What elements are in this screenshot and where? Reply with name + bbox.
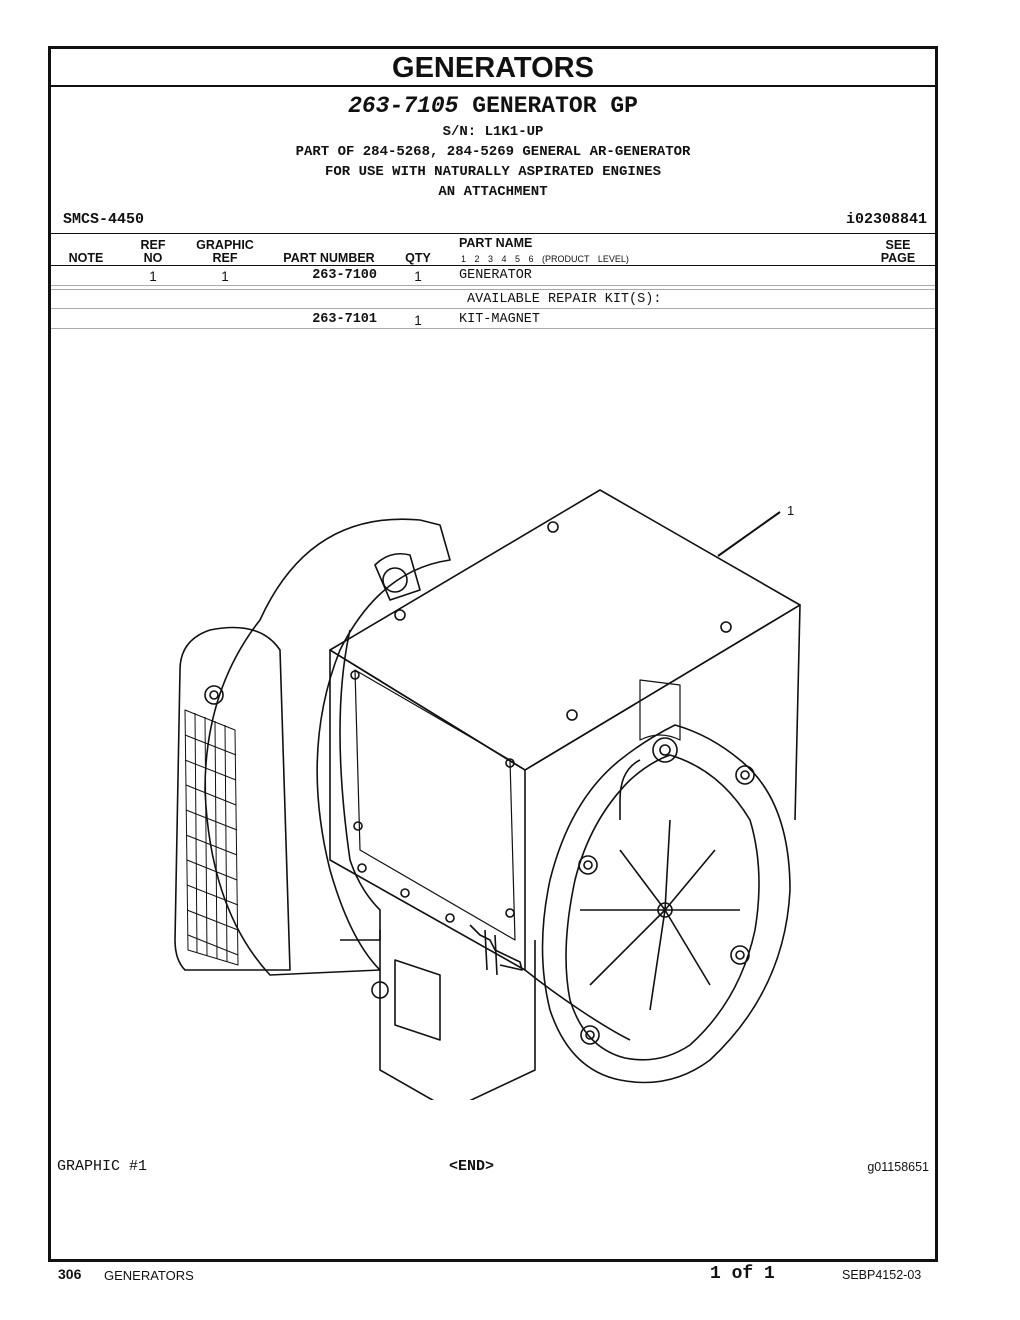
part-of-line: PART OF 284-5268, 284-5269 GENERAL AR-GENERATOR	[295, 144, 691, 160]
row1-qty: 1	[414, 269, 422, 284]
callout-leader	[718, 512, 780, 556]
page-of: 1 of 1	[710, 1264, 775, 1284]
group-number: 263-7105	[348, 93, 459, 119]
col-see-bottom: PAGE	[880, 251, 916, 265]
page-number: 306	[58, 1266, 82, 1282]
col-part-number: PART NUMBER	[283, 251, 375, 265]
graphic-label: GRAPHIC #1	[57, 1158, 148, 1175]
col-see-top: SEE	[885, 238, 911, 252]
col-ref-bottom: NO	[143, 251, 163, 265]
col-part-name: PART NAME	[459, 236, 533, 250]
row1-part-name: GENERATOR	[459, 268, 532, 283]
illustration-id: i02308841	[845, 211, 927, 228]
col-qty: QTY	[405, 251, 431, 265]
row-rule	[51, 285, 935, 286]
col-graphic-bottom: REF	[212, 251, 238, 265]
group-name: GENERATOR GP	[472, 93, 638, 119]
front-endbell	[543, 725, 791, 1083]
row-rule	[51, 308, 935, 309]
end-marker: <END>	[449, 1158, 495, 1175]
row1-ref-no: 1	[149, 269, 157, 284]
row3-part-name: KIT-MAGNET	[459, 312, 541, 327]
row3-part-number: 263-7101	[312, 312, 377, 327]
col-note: NOTE	[68, 251, 104, 265]
vent-grille	[185, 710, 238, 965]
graphic-id: g01158651	[867, 1160, 929, 1174]
document-id: SEBP4152-03	[842, 1268, 922, 1282]
serial-range: S/N: L1K1-UP	[442, 124, 544, 140]
attachment-line: AN ATTACHMENT	[438, 184, 548, 200]
row3-qty: 1	[414, 313, 422, 328]
product-levels: 1 2 3 4 5 6 (PRODUCT LEVEL)	[461, 254, 629, 264]
smcs-code: SMCS-4450	[63, 211, 145, 228]
row1-graphic-ref: 1	[221, 269, 229, 284]
table-top-rule	[51, 233, 935, 234]
section-banner: GENERATORS	[51, 49, 935, 87]
row1-part-number: 263-7100	[312, 268, 377, 283]
col-graphic-top: GRAPHIC	[196, 238, 254, 252]
cover-bolts	[351, 522, 731, 922]
generator-illustration	[150, 470, 830, 1100]
repair-kit-heading: AVAILABLE REPAIR KIT(S):	[467, 292, 662, 307]
callout-number: 1	[787, 503, 795, 518]
group-title	[51, 93, 935, 119]
usage-line: FOR USE WITH NATURALLY ASPIRATED ENGINES	[324, 164, 662, 180]
header-rule	[51, 265, 935, 266]
row-rule	[51, 328, 935, 329]
row-rule	[51, 289, 935, 290]
col-ref-top: REF	[140, 238, 166, 252]
page-section: GENERATORS	[104, 1268, 194, 1283]
